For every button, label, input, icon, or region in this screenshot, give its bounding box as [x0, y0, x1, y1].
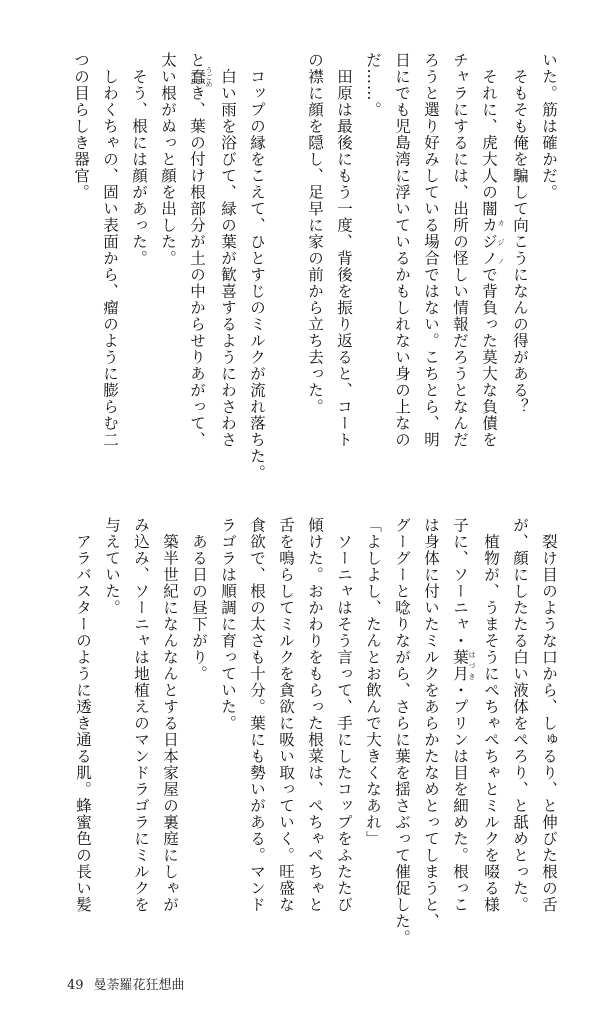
- text-column: 裂け目のような口から、しゅるり、と伸びた根の舌: [540, 517, 558, 913]
- text-column: ろうと選り好みしている場合ではない。こちとら、明: [422, 52, 440, 448]
- text-column: の襟に顔を隠し、足早に家の前から立ち去った。: [306, 52, 324, 415]
- text-column: つの目らしき器官。: [72, 52, 90, 201]
- text-column: そもそも俺を騙して向こうになんの得がある？: [511, 52, 529, 415]
- text-column: 築半世紀になんなんとする日本家屋の裏庭にしゃが: [161, 517, 179, 913]
- text-column: が、顔にしたたる白い液体をぺろり、と舐めとった。: [511, 517, 529, 913]
- lower-text-block: [18, 517, 563, 962]
- text-column: 田原は最後にもう一度、背後を振り返ると、コート: [335, 52, 353, 448]
- upper-text-block: [18, 52, 563, 502]
- page-footer: [67, 974, 185, 993]
- text-column: ある日の昼下がり。: [190, 517, 208, 682]
- text-column: と蠢 うごめき、葉の付け根部分が土の中からせりあがって、: [188, 52, 213, 448]
- text-column: ソーニャはそう言って、手にしたコップをふたたび: [335, 517, 353, 913]
- page-number: 49: [67, 978, 84, 993]
- text-column: み込み、ソーニャは地植えのマンドラゴラにミルクを: [132, 517, 150, 913]
- text-column: コップの縁をこえて、ひとすじのミルクが流れ落ちた。: [248, 52, 266, 481]
- text-column: は身体に付いたミルクをあらかたなめとってしまうと、: [422, 517, 440, 930]
- text-column: チャラにするには、出所の怪しい情報だろうとなんだ: [451, 52, 469, 448]
- text-column: 日にでも児島湾に浮いているかもしれない身の上なの: [393, 52, 411, 448]
- text-column: それに、虎大人の闇カジノ カ ジ ノで背負った莫大な負債を: [480, 52, 505, 448]
- text-column: そう、根には顔があった。: [130, 52, 148, 267]
- text-column: 与えていた。: [103, 517, 121, 616]
- text-column: 白い雨を浴びて、緑の葉が歓喜するようにわさわさ: [219, 52, 237, 448]
- text-column: 舌を鳴らしてミルクを貪欲に吸い取っていく。旺盛な: [277, 517, 295, 913]
- blank-column: [271, 52, 300, 502]
- text-column: いた。筋は確かだ。: [540, 52, 558, 201]
- text-column: 子に、ソーニャ・葉月 はづき・プリンは目を細めた。根っこ: [451, 517, 476, 913]
- text-column: 傾けた。おかわりをもらった根菜は、ぺちゃぺちゃと: [306, 517, 324, 913]
- text-column: しわくちゃの、固い表面から、瘤のように膨らむ二: [101, 52, 119, 448]
- text-column: 太い根がぬっと顔を出した。: [159, 52, 177, 267]
- book-title: 曼荼羅花狂想曲: [93, 978, 185, 993]
- text-column: 「よしよし、たんとお飲んで大きくなあれ」: [364, 517, 382, 847]
- text-column: だ……。: [364, 52, 382, 118]
- text-column: グーグーと唸りながら、さらに葉を揺さぶって催促した。: [393, 517, 411, 946]
- text-column: ラゴラは順調に育っていた。: [219, 517, 237, 732]
- text-column: アラバスターのように透き通る肌。蜂蜜色の長い髪: [74, 517, 92, 913]
- text-column: 食欲で、根の太さも十分。葉にも勢いがある。マンド: [248, 517, 266, 913]
- text-column: 植物が、うまそうにぺちゃぺちゃとミルクを啜る様: [482, 517, 500, 913]
